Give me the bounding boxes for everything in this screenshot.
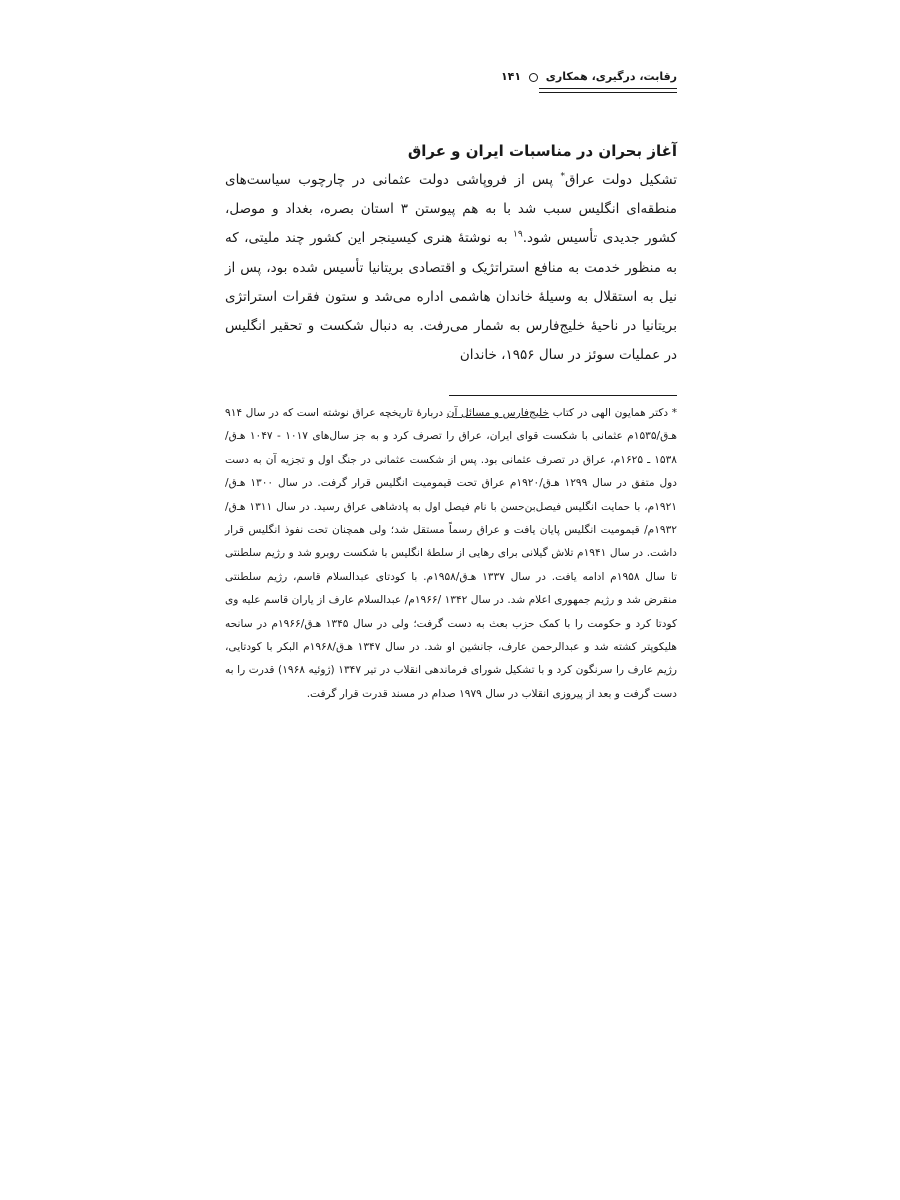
body-text-part2: پس از فروپاشی دولت عثمانی در چارچوب سیاست‌های منطقه‌ای انگلیس سبب شد با به هم پیوستن ۳ استان بصره، بغداد و موصل، کشور جدیدی تأسیس شود. [225, 172, 677, 247]
footnote-separator [449, 395, 677, 396]
citation-number: ۱۹ [513, 229, 523, 240]
section-heading: آغاز بحران در مناسبات ایران و عراق [407, 142, 677, 160]
footnote-text: دربارهٔ تاریخچه عراق نوشته است که در سال ۹۱۴ هـ‌ق/۱۵۳۵م عثمانی با شکست قوای ایران، عراق را تصرف کرد و به جز سال‌های ۱۰۱۷ - ۱۰۴۷ هـ‌ق/۱۵۳۸ ـ ۱۶۲۵م، عراق در تصرف عثمانی بود. پس از شکست عثمانی در جنگ اول و تجزیه آن به دست دول متفق در سال ۱۲۹۹ هـ‌ق/۱۹۲۰م عراق تحت قیمومیت انگلیس قرار گرفت. در سال ۱۳۰۰ هـ‌ق/۱۹۲۱م، با حمایت انگلیس فیصل‌بن‌حسن با نام فیصل اول به پادشاهی عراق رسید. در سال ۱۳۱۱ هـ‌ق/۱۹۳۲م/ قیمومیت انگلیس پایان یافت و عراق رسماً مستقل شد؛ ولی همچنان تحت نفوذ انگلیس قرار داشت. در سال ۱۹۴۱م تلاش گیلانی برای رهایی از سلطهٔ انگلیس با شکست روبرو شد و رژیم سلطنتی تا سال ۱۹۵۸م ادامه یافت. در سال ۱۳۳۷ هـ‌ق/۱۹۵۸م. با کودتای عبدالسلام قاسم، رژیم سلطنتی منقرض شد و رژیم جمهوری اعلام شد. در سال ۱۳۴۲ /۱۹۶۶م/ عبدالسلام عارف از یاران قاسم علیه وی کودتا کرد و حکومت را با کمک حزب بعث به دست گرفت؛ ولی در سال ۱۳۴۵ هـ‌ق/۱۹۶۶م در سانحه هلیکوپتر کشته شد و عبدالرحمن عارف، جانشین او شد. در سال ۱۳۴۷ هـ‌ق/۱۹۶۸م البکر با کودتایی، رژیم عارف را سرنگون کرد و با تشکیل شورای فرماندهی انقلاب در تیر ۱۳۴۷ (ژوئیه ۱۹۶۸) قدرت را به دست گرفت و بعد از پیروزی انقلاب در سال ۱۹۷۹ صدام در مسند قدرت قرار گرفت. [225, 407, 678, 700]
body-text-part1: تشکیل دولت عراق [565, 172, 677, 188]
footnote-lead: * دکتر همایون الهی در کتاب [549, 407, 677, 419]
body-paragraph [225, 166, 677, 370]
running-title: رقابت، درگیری، همکاری [545, 70, 677, 83]
header-rule [539, 88, 677, 93]
running-header [500, 70, 677, 83]
footnote-book-title: خلیج‌فارس و مسائل آن [446, 407, 550, 419]
footnote [225, 402, 677, 706]
book-page [225, 0, 677, 1200]
footnote-marker: * [560, 171, 566, 182]
page-number: ۱۴۱ [500, 70, 522, 83]
body-text-part3: به نوشتهٔ هنری کیسینجر این کشور چند ملیتی، که به منظور خدمت به منافع استراتژیک و اقتصادی بریتانیا تأسیس شده بود، پس از نیل به استقلال به وسیلهٔ خاندان هاشمی اداره می‌شد و ستون فقرات استراتژی بریتانیا در ناحیهٔ خلیج‌فارس به شمار می‌رفت. به دنبال شکست و تحقیر انگلیس در عملیات سوئز در سال ۱۹۵۶، خاندان [225, 230, 677, 364]
circle-ornament-icon [529, 73, 538, 82]
